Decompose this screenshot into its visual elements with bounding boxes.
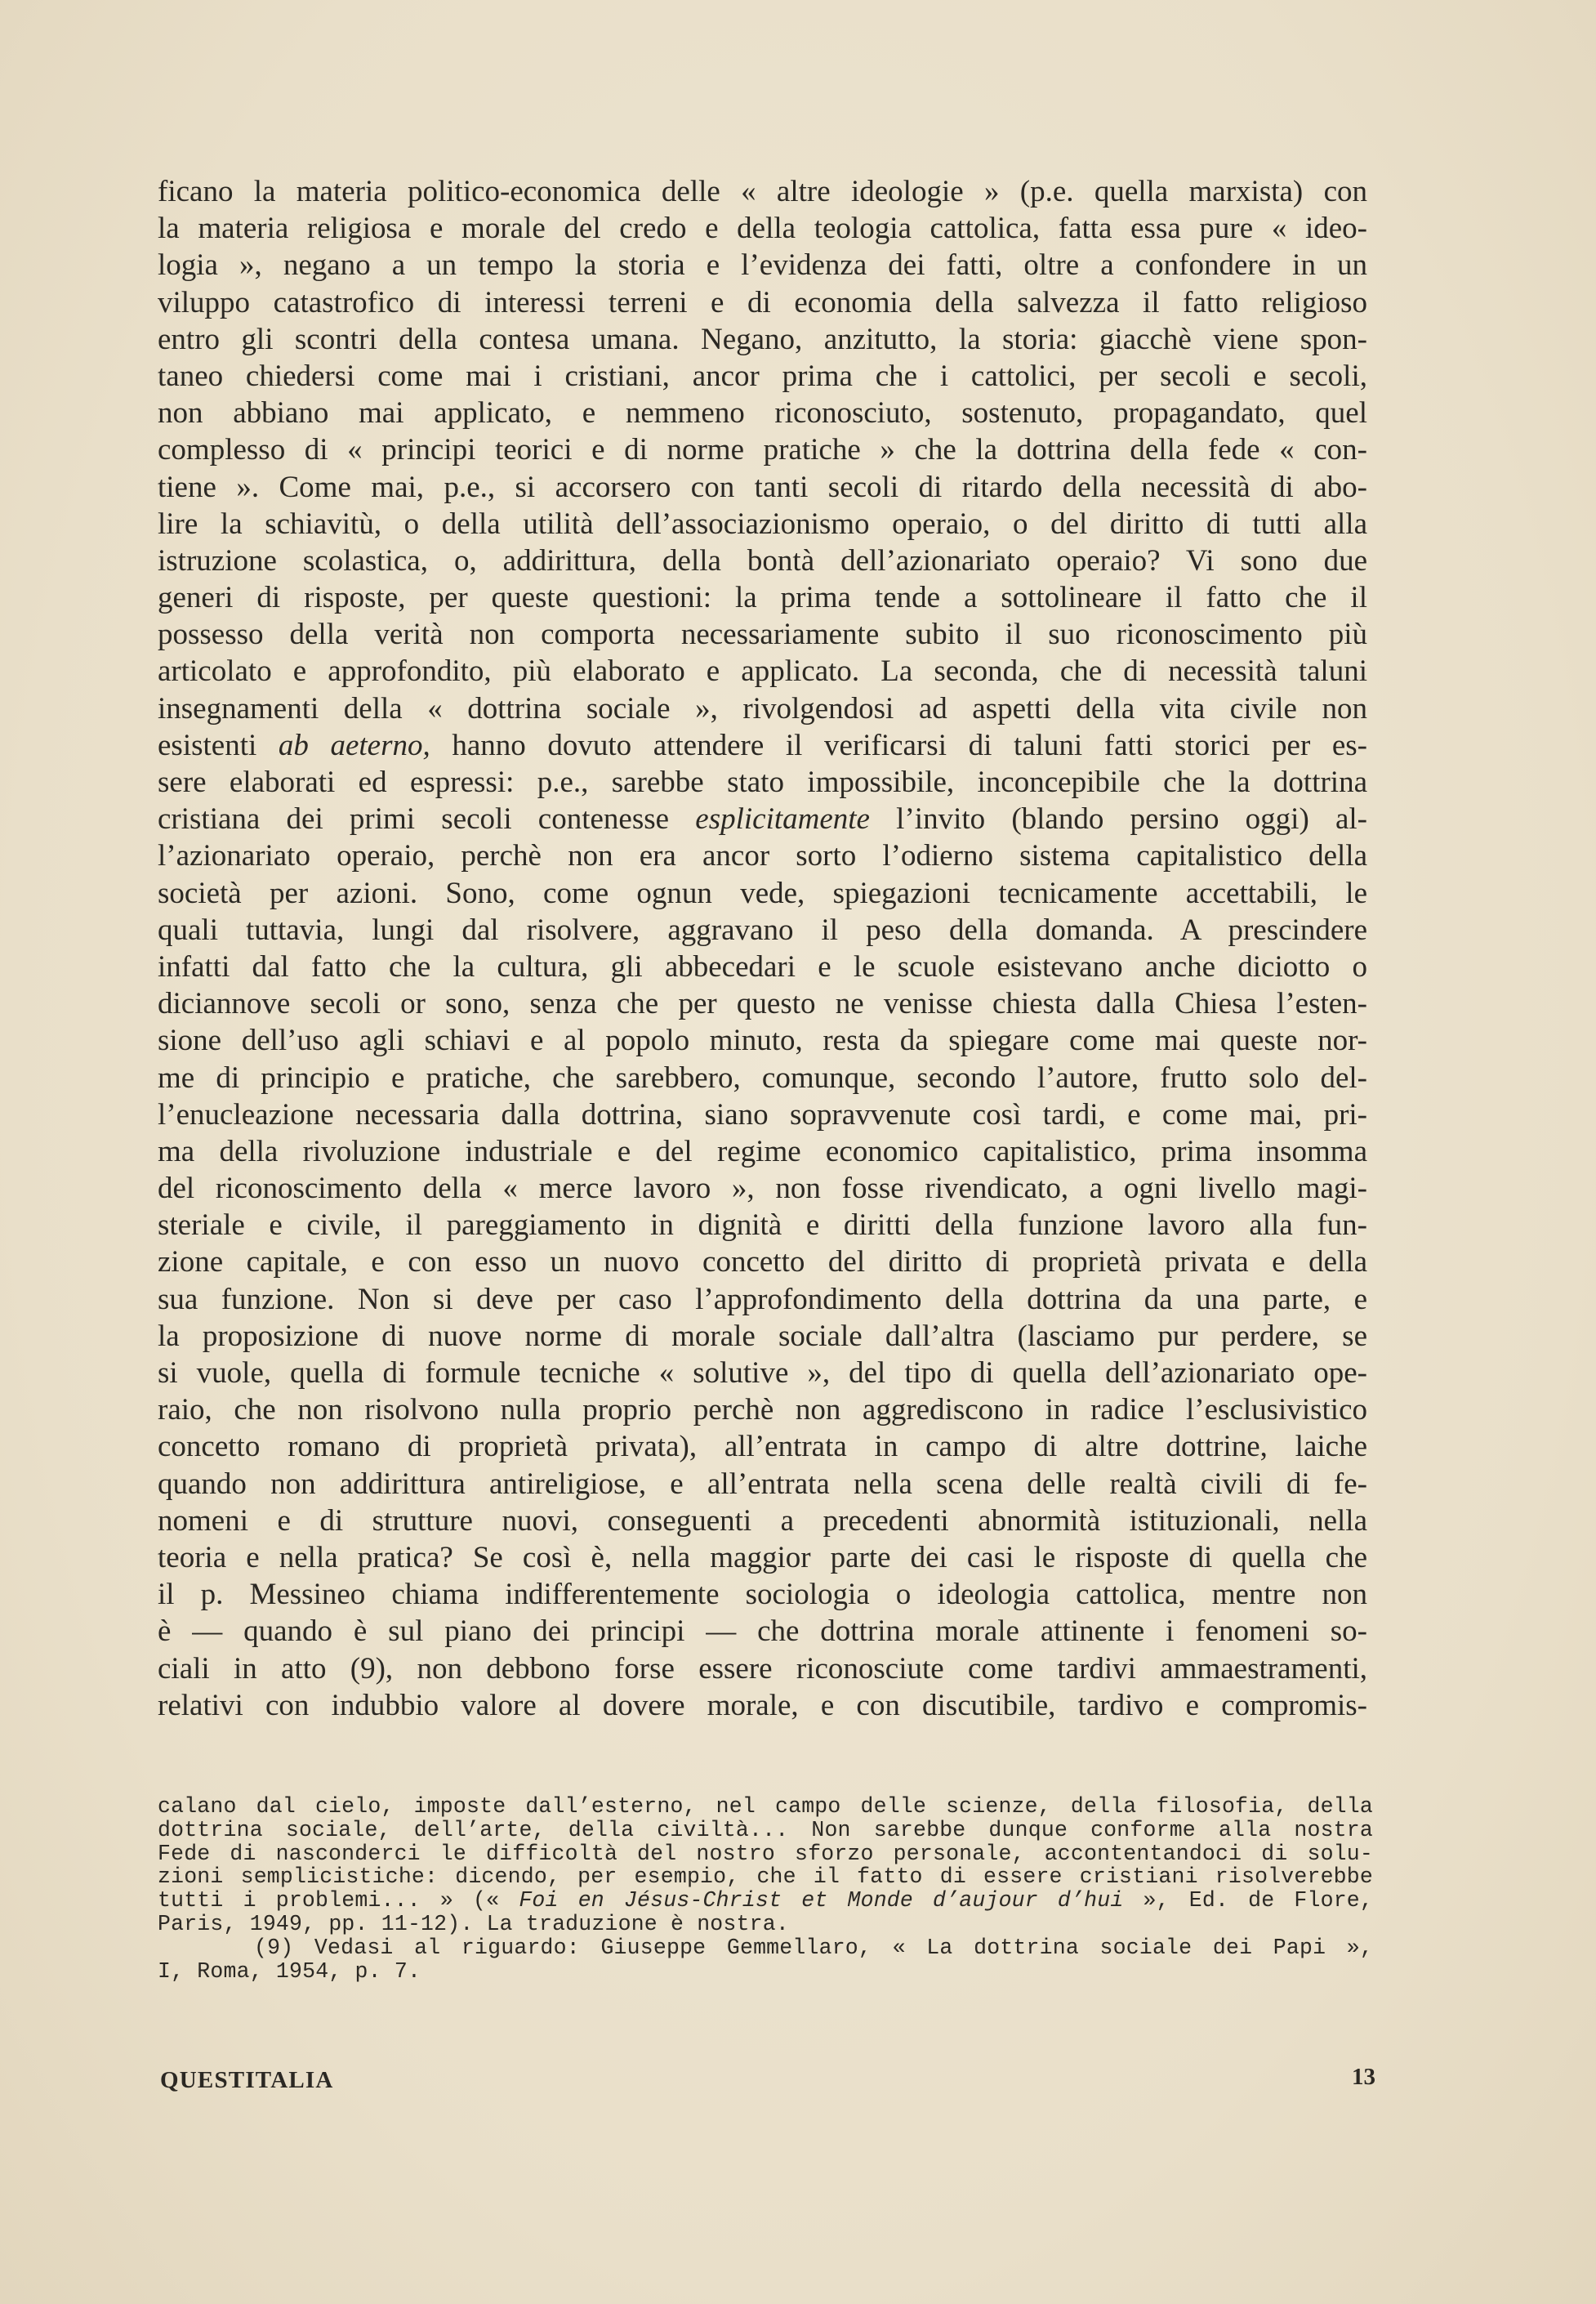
footnote-line: calano dal cielo, imposte dall’esterno, nel campo delle scienze, della filosofia, della (158, 1794, 1373, 1819)
body-line: tiene ». Come mai, p.e., si accorsero con tanti secoli di ritardo della necessità di abo- (158, 470, 1367, 504)
body-line: infatti dal fatto che la cultura, gli abbecedari e le scuole esistevano anche diciotto o (158, 949, 1367, 984)
body-line: taneo chiedersi come mai i cristiani, ancor prima che i cattolici, per secoli e secoli, (158, 359, 1367, 393)
body-line: sere elaborati ed espressi: p.e., sarebbe stato impossibile, inconcepibile che la dottrina (158, 766, 1367, 799)
footnote-line: Paris, 1949, pp. 11-12). La traduzione è nostra. (158, 1911, 789, 1936)
body-line: sua funzione. Non si deve per caso l’approfondimento della dottrina da una parte, e (158, 1282, 1367, 1316)
italic-text: ab aeterno, (278, 728, 430, 762)
body-line: non abbiano mai applicato, e nemmeno riconosciuto, sostenuto, propagandato, quel (158, 396, 1367, 431)
body-line: raio, che non risolvono nulla proprio perchè non aggrediscono in radice l’esclusivistico (158, 1393, 1367, 1427)
body-line: istruzione scolastica, o, addirittura, della bontà dell’azionariato operaio? Vi sono due (158, 543, 1367, 578)
body-line: possesso della verità non comporta necessariamente subito il suo riconoscimento più (158, 618, 1367, 652)
body-line: articolato e approfondito, più elaborato e applicato. La seconda, che di necessità taluni (158, 654, 1367, 689)
body-line: si vuole, quella di formule tecniche « solutive », del tipo di quella dell’azionariato ope- (158, 1356, 1367, 1390)
footnote-line: zioni semplicistiche: dicendo, per esempio, che il fatto di essere cristiani risolverebbe (158, 1864, 1373, 1890)
body-line: steriale e civile, il pareggiamento in dignità e diritti della funzione lavoro alla fun- (158, 1208, 1367, 1243)
body-line: è — quando è sul piano dei principi — che dottrina morale attinente i fenomeni so- (158, 1614, 1367, 1649)
body-line: generi di risposte, per queste questioni: la prima tende a sottolineare il fatto che il (158, 581, 1367, 615)
footnote-line: Fede di nasconderci le difficoltà del nostro sforzo personale, accontentandoci di solu- (158, 1841, 1373, 1866)
body-line: la proposizione di nuove norme di morale sociale dall’altra (lasciamo pur perdere, se (158, 1319, 1367, 1353)
body-line: me di principio e pratiche, che sarebbero, comunque, secondo l’autore, frutto solo del- (158, 1060, 1367, 1095)
body-line: cristiana dei primi secoli contenesse esplicitamente l’invito (blando persino oggi) al- (158, 802, 1367, 837)
body-line: sione dell’uso agli schiavi e al popolo minuto, resta da spiegare come mai queste nor- (158, 1024, 1367, 1058)
footnote-line: tutti i problemi... » (« Foi en Jésus-Christ et Monde d’aujour d’hui », Ed. de Flore, (158, 1888, 1373, 1913)
body-line: il p. Messineo chiama indifferentemente sociologia o ideologia cattolica, mentre non (158, 1578, 1367, 1612)
body-line: diciannove secoli or sono, senza che per questo ne venisse chiesta dalla Chiesa l’esten- (158, 987, 1367, 1021)
body-line: del riconoscimento della « merce lavoro », non fosse rivendicato, a ogni livello magi- (158, 1172, 1367, 1206)
body-line: quali tuttavia, lungi dal risolvere, aggravano il peso della domanda. A prescindere (158, 913, 1367, 947)
body-line: entro gli scontri della contesa umana. Negano, anzitutto, la storia: giacchè viene spon- (158, 322, 1367, 356)
body-line: esistenti ab aeterno, hanno dovuto attendere il verificarsi di taluni fatti storici per es- (158, 728, 1368, 762)
footnote-line: dottrina sociale, dell’arte, della civiltà... Non sarebbe dunque conforme alla nostra (158, 1817, 1373, 1842)
body-line: quando non addirittura antireligiose, e all’entrata nella scena delle realtà civili di fe- (158, 1467, 1367, 1501)
body-line: ma della rivoluzione industriale e del regime economico capitalistico, prima insomma (158, 1134, 1367, 1168)
italic-text: esplicitamente (695, 802, 870, 837)
body-line: insegnamenti della « dottrina sociale », rivolgendosi ad aspetti della vita civile non (158, 691, 1367, 726)
body-line: ciali in atto (9), non debbono forse essere riconosciute come tardivi ammaestramenti, (158, 1651, 1367, 1686)
body-line: nomeni e di strutture nuovi, conseguenti a precedenti abnormità istituzionali, nella (158, 1503, 1367, 1538)
italic-text: Foi en Jésus-Christ et Monde d’aujour d’hui (519, 1888, 1124, 1913)
body-line: complesso di « principi teorici e di norme pratiche » che la dottrina della fede « con- (158, 433, 1367, 467)
footnote-line: I, Roma, 1954, p. 7. (158, 1958, 421, 1984)
body-line: logia », negano a un tempo la storia e l’evidenza dei fatti, oltre a confondere in un (158, 248, 1367, 283)
page-number: 13 (1352, 2064, 1375, 2090)
body-line: l’azionariato operaio, perchè non era ancor sorto l’odierno sistema capitalistico della (158, 839, 1367, 873)
body-line: la materia religiosa e morale del credo e della teologia cattolica, fatta essa pure « ideo- (158, 212, 1367, 246)
body-line: l’enucleazione necessaria dalla dottrina, siano sopravvenute così tardi, e come mai, pri- (158, 1097, 1367, 1132)
running-footer-journal: QUESTITALIA (160, 2067, 334, 2093)
body-line: società per azioni. Sono, come ognun vede, spiegazioni tecnicamente accettabili, le (158, 876, 1367, 910)
body-text (158, 173, 1367, 1724)
body-line: zione capitale, e con esso un nuovo concetto del diritto di proprietà privata e della (158, 1245, 1367, 1279)
footnotes (158, 1795, 1373, 1983)
footnote-line: (9) Vedasi al riguardo: Giuseppe Gemmellaro, « La dottrina sociale dei Papi », (254, 1935, 1373, 1960)
body-line: concetto romano di proprietà privata), all’entrata in campo di altre dottrine, laiche (158, 1430, 1367, 1464)
body-line: teoria e nella pratica? Se così è, nella maggior parte dei casi le risposte di quella che (158, 1540, 1367, 1574)
body-line: ficano la materia politico-economica delle « altre ideologie » (p.e. quella marxista) con (158, 175, 1367, 208)
body-line: viluppo catastrofico di interessi terreni e di economia della salvezza il fatto religioso (158, 285, 1367, 319)
body-line: lire la schiavitù, o della utilità dell’associazionismo operaio, o del diritto di tutti alla (158, 507, 1367, 541)
body-line: relativi con indubbio valore al dovere morale, e con discutibile, tardivo e compromis- (158, 1688, 1367, 1722)
